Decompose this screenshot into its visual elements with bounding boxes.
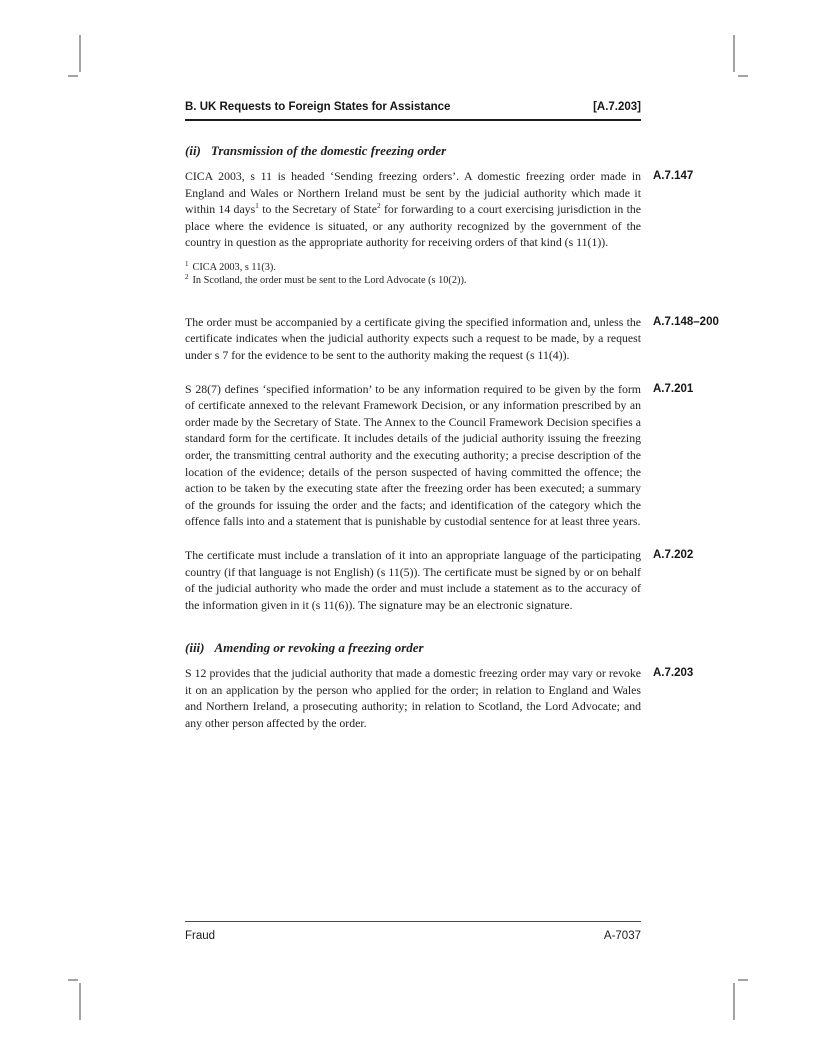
running-header [185, 101, 641, 119]
paragraph-block-a7203 [185, 665, 694, 731]
crop-mark-top-right-horizontal [738, 75, 748, 77]
paragraph-a7147-text-1: CICA 2003, s 11 is headed ‘Sending freezing orders’. A domestic freezing order made in England and Wales or Northern Ireland must be sent by the judicial authority which made it within 14 days [185, 169, 641, 217]
footnote-ref-2: 2 [376, 201, 381, 211]
header-rule [185, 119, 641, 121]
crop-mark-bottom-left-vertical [79, 983, 81, 1020]
section-heading-ii-number: (ii) [185, 143, 201, 158]
crop-mark-top-left-vertical [79, 35, 81, 72]
paragraph-a7148: The order must be accompanied by a certificate giving the specified information and, unless the certificate indicates when the judicial authority expects such a request to be made, by a request under s 7 for the evidence to be sent to the authority making the request (s 11(4)). [185, 314, 641, 362]
footnote-2 [185, 274, 641, 287]
footnote-2-text: In Scotland, the order must be sent to the Lord Advocate (s 10(2)). [192, 275, 467, 287]
footnote-1-text: CICA 2003, s 11(3). [192, 261, 276, 273]
paragraph-a7147-text-3: for forwarding to a court exercising jurisdiction in the place where the evidence is situated, or any authority recognized by the government of the country in question as the appropriate authority for receiving orders of that kind (s 11(1)). [185, 202, 641, 250]
margin-number-a7147: A.7.147 [653, 170, 694, 182]
margin-number-a7202: A.7.202 [653, 548, 694, 561]
paragraph-block-a7202 [185, 547, 694, 613]
section-heading-ii-title: Transmission of the domestic freezing order [210, 143, 447, 158]
footnote-2-number: 2 [185, 272, 189, 281]
paragraph-a7203: S 12 provides that the judicial authority that made a domestic freezing order may vary or revoke it on an application by the person who applied for the order; in relation to England and Wales and Northern Ireland, a prosecuting authority; in relation to Scotland, the Lord Advocate; and any other person affected by the order. [185, 666, 641, 731]
crop-mark-bottom-right-horizontal [738, 979, 748, 981]
paragraph-a7147-text-2: to the Secretary of State [258, 202, 377, 217]
crop-mark-top-left-horizontal [68, 75, 78, 77]
footnote-1-number: 1 [185, 259, 189, 268]
footer-row [185, 922, 641, 942]
margin-number-a7148: A.7.148–200 [653, 315, 719, 328]
crop-mark-bottom-left-horizontal [68, 979, 78, 981]
crop-mark-top-right-vertical [733, 35, 735, 72]
paragraph-block-a7148 [185, 314, 719, 364]
paragraph-block-a7147 [185, 168, 694, 251]
page-footer [185, 921, 641, 942]
running-header-pinpoint: [A.7.203] [593, 101, 641, 113]
section-heading-iii [185, 640, 641, 656]
footer-page-number: A-7037 [603, 930, 641, 942]
section-heading-iii-title: Amending or revoking a freezing order [214, 640, 424, 656]
running-header-title: B. UK Requests to Foreign States for Assistance [185, 101, 451, 113]
text-column [185, 101, 719, 732]
section-heading-ii [185, 143, 641, 159]
margin-number-a7201: A.7.201 [653, 382, 694, 395]
paragraph-a7147 [185, 168, 641, 251]
footer-book-title: Fraud [185, 930, 216, 942]
margin-number-a7203: A.7.203 [653, 667, 694, 680]
footnote-ref-1: 1 [255, 201, 259, 211]
paragraph-a7201: S 28(7) defines ‘specified information’ to be any information required to be given by the form of certificate annexed to the relevant Framework Decision, or any information prescribed by an order made by the Secretary of State. The Annex to the Council Framework Decision specifies a standard form for the certificate. It includes details of the judicial authority issuing the freezing order, the transmitting central authority and the executing authority; a precise description of the location of the evidence; details of the person suspected of having committed the offence; the action to be taken by the executing state after the freezing order has been executed; a summary of the grounds for issuing the order and the facts; and identification of the category which the offence falls into and a statement that is punishable by custodial sentence for at least three years. [185, 381, 641, 529]
paragraph-a7202: The certificate must include a translation of it into an appropriate language of the participating country (if that language is not English) (s 11(5)). The certificate must be signed by or on behalf of the judicial authority who made the order and must include a statement as to the accuracy of the information given in it (s 11(6)). The signature may be an electronic signature. [185, 547, 641, 612]
crop-mark-bottom-right-vertical [733, 983, 735, 1020]
footnote-1 [185, 261, 641, 274]
section-heading-iii-number: (iii) [185, 640, 205, 656]
paragraph-block-a7201 [185, 381, 694, 530]
footnotes [185, 261, 641, 288]
